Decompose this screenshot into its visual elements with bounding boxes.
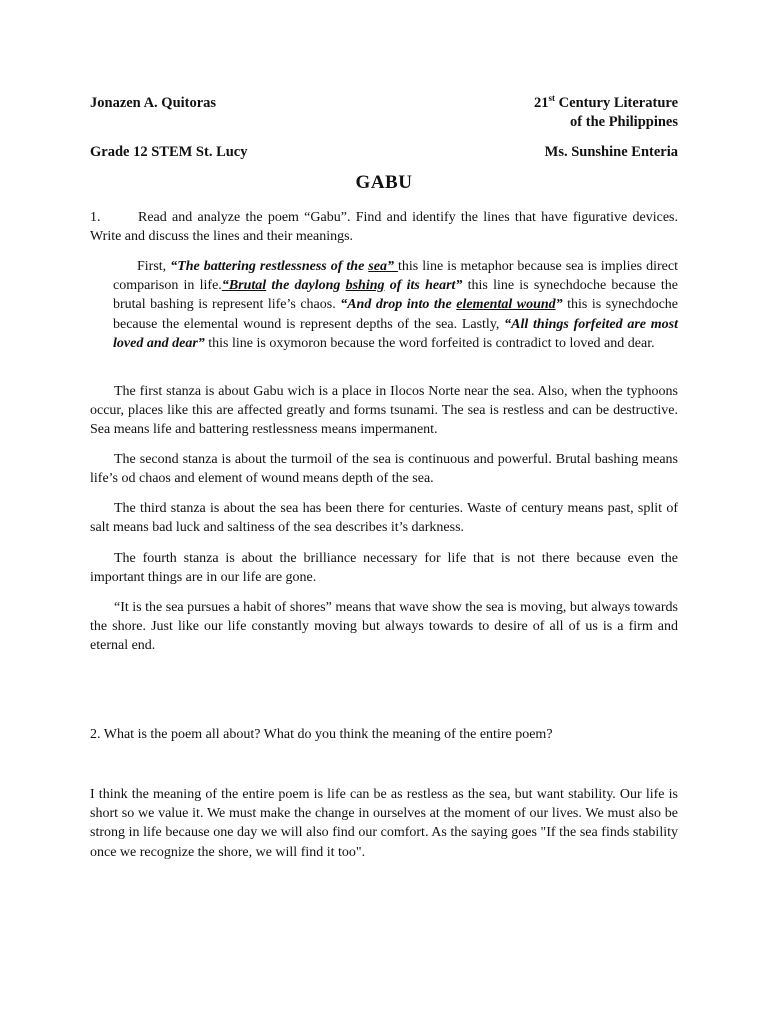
course-title-line2: of the Philippines: [570, 114, 678, 130]
stanza-fourth: The fourth stanza is about the brilliance necessary for life that is not there because even the important things are in our life are gone.: [90, 551, 678, 586]
quote-brutal-open: “: [221, 278, 229, 294]
stanza-third: The third stanza is about the sea has been there for centuries. Waste of century means past, split of salt means bad luck and saltiness of the sea describes it’s darkness.: [90, 501, 678, 536]
course-title-line1: [534, 94, 678, 113]
quote-elemental-close: ”: [555, 297, 563, 313]
analysis-paragraph: [113, 257, 678, 353]
stanza-second: The second stanza is about the turmoil of the sea is continuous and powerful. Brutal bashing means life’s od chaos and element of wound means depth of the sea.: [90, 452, 678, 487]
analysis-text-2: this line is metaphor because sea is implies direct comparison in life.: [113, 259, 678, 294]
question-2: 2. What is the poem all about? What do you think the meaning of the entire poem?: [90, 727, 553, 742]
document-title: GABU: [355, 172, 413, 193]
quote-elemental: [340, 297, 562, 312]
quote-brutal-word: Brutal: [228, 278, 267, 294]
quote-battering-sea: sea: [368, 259, 387, 274]
quote-brutal: [222, 278, 463, 293]
quote-forfeited: “All things forfeited are most loved and dear”: [113, 316, 678, 351]
quote-battering-text: “The battering restlessness of the: [170, 259, 369, 274]
student-name: Jonazen A. Quitoras: [90, 95, 217, 111]
quote-brutal-end: of its heart”: [384, 278, 463, 294]
quote-brutal-mid: the daylong: [266, 278, 346, 294]
stanza-shores: “It is the sea pursues a habit of shores” means that wave show the sea is moving, but always towards the shore. Just like our life constantly moving but always towards to desire of all of us is a firm and eternal end.: [90, 600, 678, 654]
quote-elemental-text: “And drop into the: [340, 297, 457, 313]
quote-battering-close: ”: [386, 259, 398, 274]
course-title-rest: Century Literature: [555, 95, 678, 111]
question-1-number: 1.: [90, 210, 101, 225]
analysis-text-3: this line is synechdoche because the brutal bashing is represent life’s chaos.: [113, 278, 678, 313]
analysis-text-4: this is synechdoche because the elemental wound is represent depths of the sea. Lastly,: [113, 297, 679, 332]
course-ordinal-number: 21: [534, 95, 549, 111]
quote-battering: [170, 259, 398, 274]
quote-elemental-wound: elemental wound: [456, 297, 556, 313]
course-ordinal-suffix: st: [548, 93, 556, 104]
answer-2: I think the meaning of the entire poem is life can be as restless as the sea, but want stability. Our life is short so we value it. We must make the change in ourselves at the moment of our lives. We must also be strong in life because one day we will also find our comfort. As the saying goes "If the sea finds stability once we recognize the shore, we will find it too".: [90, 787, 678, 860]
question-1: [90, 208, 678, 246]
analysis-text-5: this line is oxymoron because the word forfeited is contradict to loved and dear.: [204, 335, 655, 351]
teacher-name: Ms. Sunshine Enteria: [544, 144, 678, 160]
quote-brutal-bshing: bshing: [345, 278, 385, 294]
question-1-text: Read and analyze the poem “Gabu”. Find and identify the lines that have figurative devices. Write and discuss the lines and their meanings.: [90, 210, 678, 245]
stanza-first: The first stanza is about Gabu wich is a place in Ilocos Norte near the sea. Also, when the typhoons occur, places like this are affected greatly and forms tsunami. The sea is restless and can be destructive. Sea means life and battering restlessness means impermanent.: [90, 384, 678, 438]
grade-section: Grade 12 STEM St. Lucy: [90, 144, 248, 160]
analysis-text-1: First,: [137, 259, 171, 274]
